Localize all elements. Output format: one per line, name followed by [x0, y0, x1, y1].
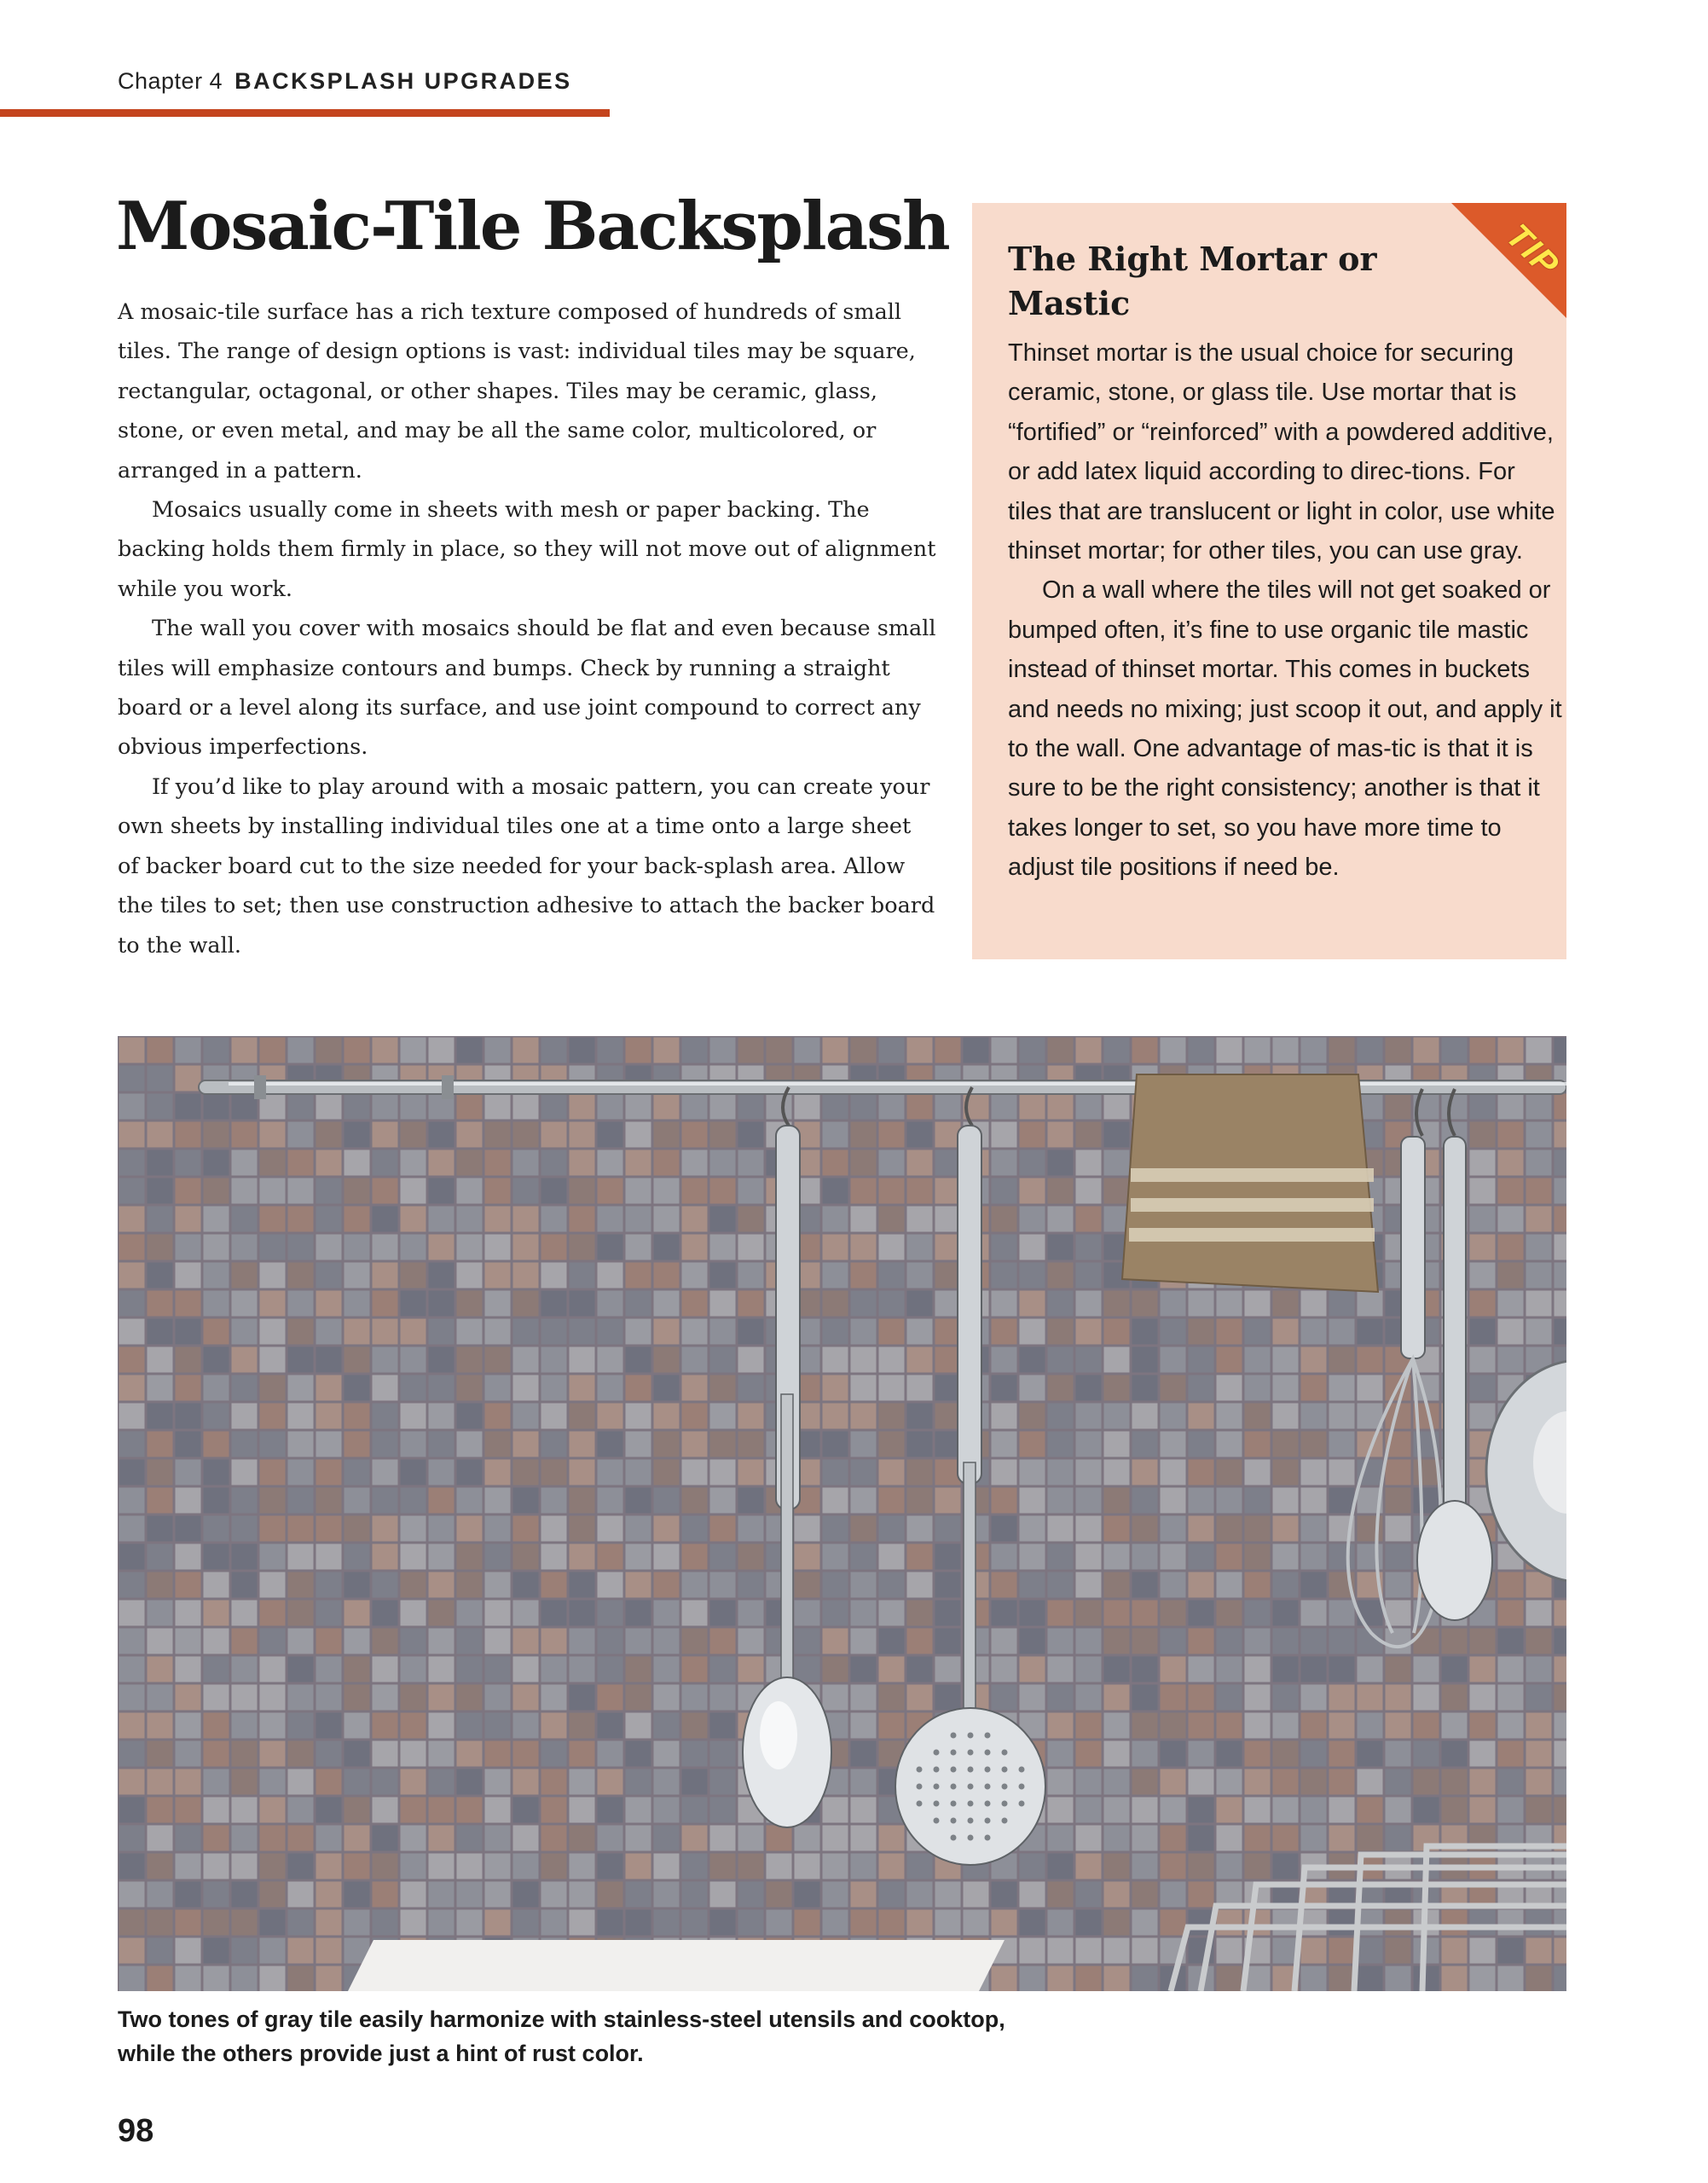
- backsplash-photo: [118, 1036, 1566, 1991]
- tip-sidebar: [972, 203, 1566, 959]
- page-title: Mosaic-Tile Backsplash: [116, 188, 949, 265]
- countertop: [348, 1940, 1005, 1991]
- tip-body: [1008, 333, 1562, 888]
- article-paragraph: The wall you cover with mosaics should be flat and even because small tiles will emphasize contours and bumps. Check by running a straight board or a level along its surface, and use joint compound to correct any obvious imperfections.: [118, 616, 936, 761]
- article-body: [118, 292, 936, 965]
- running-header: [118, 68, 572, 95]
- tip-title: The Right Mortar or Mastic: [1008, 240, 1377, 322]
- tip-paragraph: On a wall where the tiles will not get soaked or bumped often, it’s fine to use organic tile mastic instead of thinset mortar. This comes in buckets and needs no mixing; just scoop it out, and apply it to the wall. One advantage of mas-tic is that it is sure to be the right consistency; another is that it takes longer to set, so you have more time to adjust tile positions if need be.: [1008, 576, 1562, 882]
- tip-paragraph: Thinset mortar is the usual choice for securing ceramic, stone, or glass tile. Use mortar that is “fortified” or “reinforced” with a powdered additive, or add latex liquid according to direc-tions. For tiles that are translucent or light in color, use white thinset mortar; for other tiles, you can use gray.: [1008, 339, 1555, 565]
- kitchen-towel: [1122, 1074, 1378, 1292]
- article-paragraph: If you’d like to play around with a mosaic pattern, you can create your own sheets by installing individual tiles one at a time onto a large sheet of backer board cut to the size needed for your back-splash area. Allow the tiles to set; then use construction adhesive to attach the backer board to the wall.: [118, 773, 935, 958]
- page-number: 98: [118, 2113, 154, 2149]
- mosaic-backsplash-image: [118, 1036, 1566, 1991]
- chapter-title: BACKSPLASH UPGRADES: [234, 68, 572, 94]
- photo-caption: Two tones of gray tile easily harmonize with stainless-steel utensils and cooktop, while the others provide just a hint of rust color.: [118, 2006, 1005, 2066]
- header-rule: [0, 109, 610, 117]
- article-paragraph: Mosaics usually come in sheets with mesh or paper backing. The backing holds them firmly in place, so they will not move out of alignment while you work.: [118, 497, 936, 602]
- chapter-label: Chapter 4: [118, 68, 223, 94]
- tip-label: TIP: [1498, 217, 1566, 285]
- article-paragraph: A mosaic-tile surface has a rich texture composed of hundreds of small tiles. The range of design options is vast: individual tiles may be square, rectangular, octagonal, or other shapes. Tiles may be ceramic, glass, stone, or even metal, and may be all the same color, multicolored, or arranged in a pattern.: [118, 299, 916, 484]
